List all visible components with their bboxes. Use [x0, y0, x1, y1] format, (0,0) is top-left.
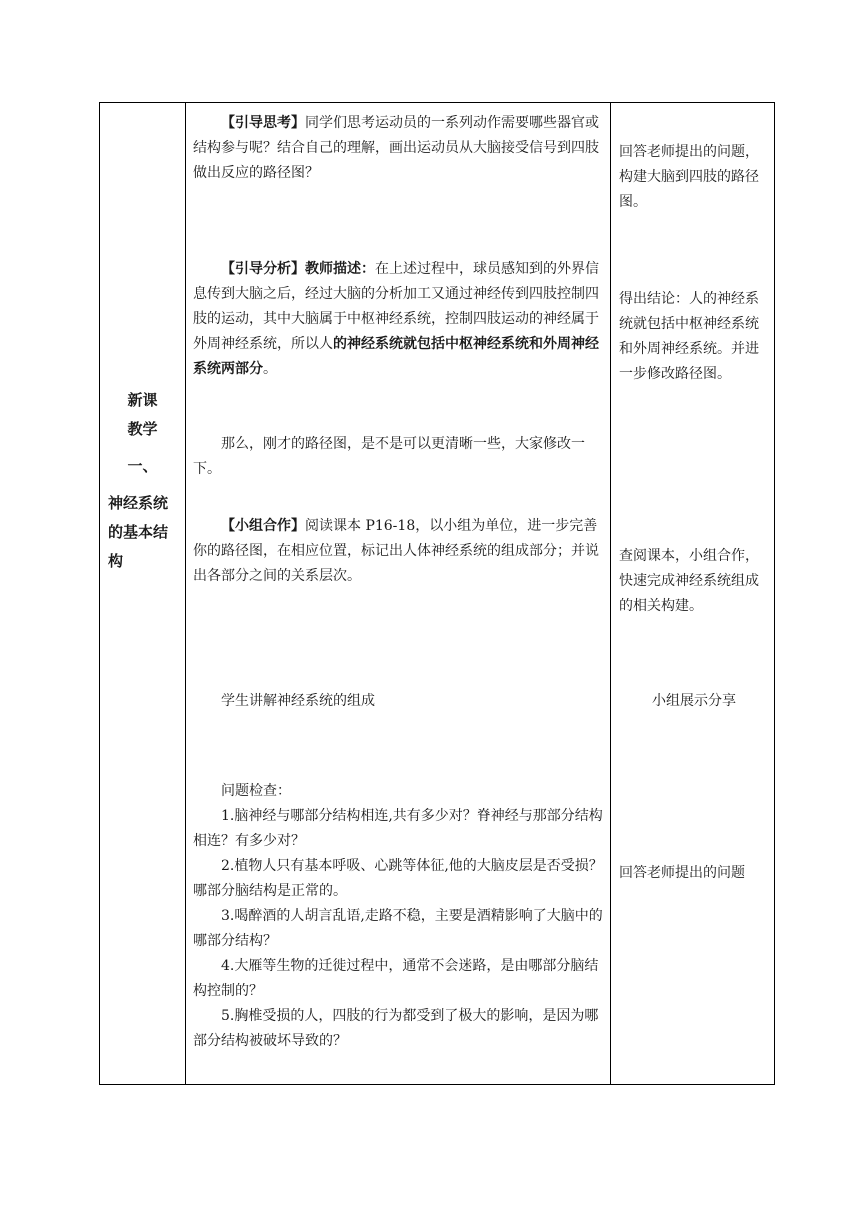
question-item: 3.喝醉酒的人胡言乱语,走路不稳，主要是酒精影响了大脑中的哪部分结构？ [193, 908, 603, 949]
question-item: 1.脑神经与哪部分结构相连,共有多少对？脊神经与那部分结构相连？有多少对？ [193, 808, 603, 849]
question-item: 5.胸椎受损的人，四肢的行为都受到了极大的影响，是因为哪部分结构被破坏导致的？ [193, 1008, 599, 1049]
student-activity-2: 得出结论：人的神经系统就包括中枢神经系统和外周神经系统。并进一步修改路径图。 [619, 291, 759, 382]
revise-paragraph: 那么，刚才的路径图，是不是可以更清晰一些，大家修改一下。 [193, 436, 585, 477]
section-column [100, 103, 185, 1084]
section-label-line: 教学 [127, 420, 158, 438]
guide-analysis-conclusion: 的神经系统就包括中枢神经系统和外周神经系统两部分 [193, 336, 599, 377]
question-item: 2.植物人只有基本呼吸、心跳等体征,他的大脑皮层是否受损？哪部分脑结构是正常的。 [193, 858, 603, 899]
question-item: 4.大雁等生物的迁徙过程中，通常不会迷路，是由哪部分脑结构控制的？ [193, 958, 599, 999]
student-activity-5: 回答老师提出的问题 [619, 865, 745, 881]
section-title-line: 的基本结 [108, 523, 169, 541]
guide-analysis-end: 。 [263, 361, 277, 377]
guide-analysis-label: 【引导分析】 [221, 261, 305, 277]
student-activity-1: 回答老师提出的问题，构建大脑到四肢的路径图。 [619, 144, 759, 210]
question-check [193, 779, 606, 1054]
guide-think-text: 同学们思考运动员的一系列动作需要哪些器官或结构参与呢？结合自己的理解，画出运动员从大脑接受信号到四肢做出反应的路径图？ [193, 115, 599, 181]
lesson-table [99, 102, 775, 1085]
teacher-label: 教师描述： [305, 261, 375, 277]
group-work-label: 【小组合作】 [221, 518, 305, 534]
group-work-paragraph [193, 514, 606, 589]
student-explain-text: 学生讲解神经系统的组成 [221, 693, 375, 709]
group-work-text: 阅读课本 P16-18，以小组为单位，进一步完善你的路径图，在相应位置，标记出人体神经系统的组成部分；并说出各部分之间的关系层次。 [193, 518, 599, 584]
column-divider [185, 103, 186, 1084]
student-activity-4: 小组展示分享 [652, 693, 736, 709]
question-check-title: 问题检查： [221, 783, 291, 799]
guide-think-paragraph [193, 111, 606, 186]
guide-analysis-text: 在上述过程中，球员感知到的外界信息传到大脑之后，经过大脑的分析加工又通过神经传到四肢控制四肢的运动，其中大脑属于中枢神经系统，控制四肢运动的神经属于外周神经系统，所以人 [193, 261, 599, 352]
section-title-line: 神经系统 [108, 494, 169, 512]
column-divider [610, 103, 611, 1084]
section-label-line: 一、 [127, 457, 158, 475]
section-title-line: 构 [108, 552, 124, 570]
guide-analysis-paragraph [193, 257, 606, 382]
guide-think-label: 【引导思考】 [221, 115, 305, 131]
section-label [100, 386, 185, 576]
section-label-line: 新课 [127, 391, 158, 409]
student-activity-3: 查阅课本，小组合作，快速完成神经系统组成的相关构建。 [619, 548, 759, 614]
